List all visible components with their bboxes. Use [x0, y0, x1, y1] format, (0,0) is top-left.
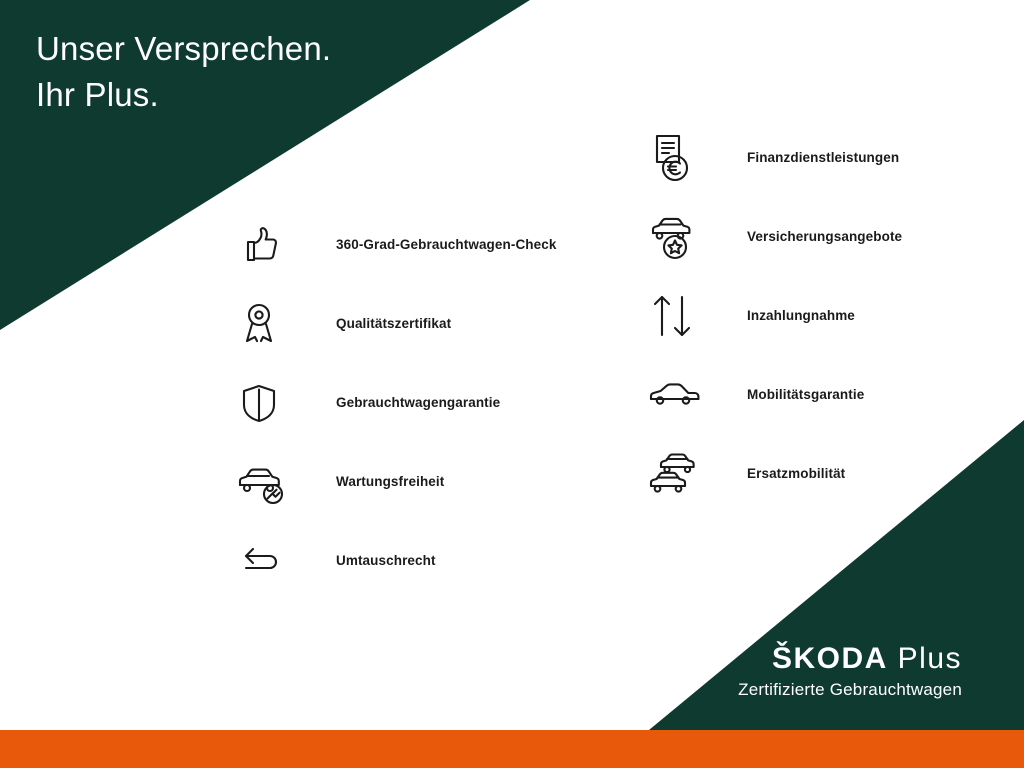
thumbs-up-icon [232, 214, 298, 276]
list-item [232, 363, 556, 442]
list-item-label: Ersatzmobilität [747, 466, 846, 481]
list-item-label: Inzahlungnahme [747, 308, 855, 323]
list-item-label: Versicherungsangebote [747, 229, 903, 244]
list-item-label: Umtauschrecht [336, 553, 436, 568]
list-item [232, 284, 556, 363]
car-star-icon [645, 206, 711, 268]
list-item-label: Finanzdienstleistungen [747, 150, 900, 165]
car-wrench-icon [232, 451, 298, 513]
feature-list-left [232, 205, 556, 600]
orange-bottom-bar [0, 730, 1024, 768]
shield-icon [232, 372, 298, 434]
list-item [645, 197, 902, 276]
list-item [645, 434, 902, 513]
page-title [36, 26, 331, 117]
feature-list-right [645, 118, 902, 513]
list-item [645, 355, 902, 434]
list-item-label: 360-Grad-Gebrauchtwagen-Check [336, 237, 557, 252]
document-euro-icon [645, 127, 711, 189]
brand-suffix: Plus [897, 642, 962, 675]
two-cars-icon [645, 443, 711, 505]
car-side-icon [645, 364, 711, 426]
list-item [232, 521, 556, 600]
arrows-up-down-icon [645, 285, 711, 347]
list-item-label: Mobilitätsgarantie [747, 387, 865, 402]
list-item [232, 442, 556, 521]
list-item-label: Qualitätszertifikat [336, 316, 452, 331]
list-item [232, 205, 556, 284]
list-item [645, 276, 902, 355]
return-arrow-icon [232, 530, 298, 592]
brand-name: ŠKODA [771, 642, 888, 675]
brand-logo [738, 642, 962, 700]
brand-tagline: Zertifizierte Gebrauchtwagen [738, 680, 962, 699]
headline-line-2: Ihr Plus. [36, 75, 159, 113]
award-rosette-icon [232, 293, 298, 355]
brand-name-row [738, 642, 962, 676]
list-item-label: Wartungsfreiheit [336, 474, 445, 489]
headline-line-1: Unser Versprechen. [36, 30, 332, 67]
list-item-label: Gebrauchtwagengarantie [336, 395, 501, 410]
list-item [645, 118, 902, 197]
